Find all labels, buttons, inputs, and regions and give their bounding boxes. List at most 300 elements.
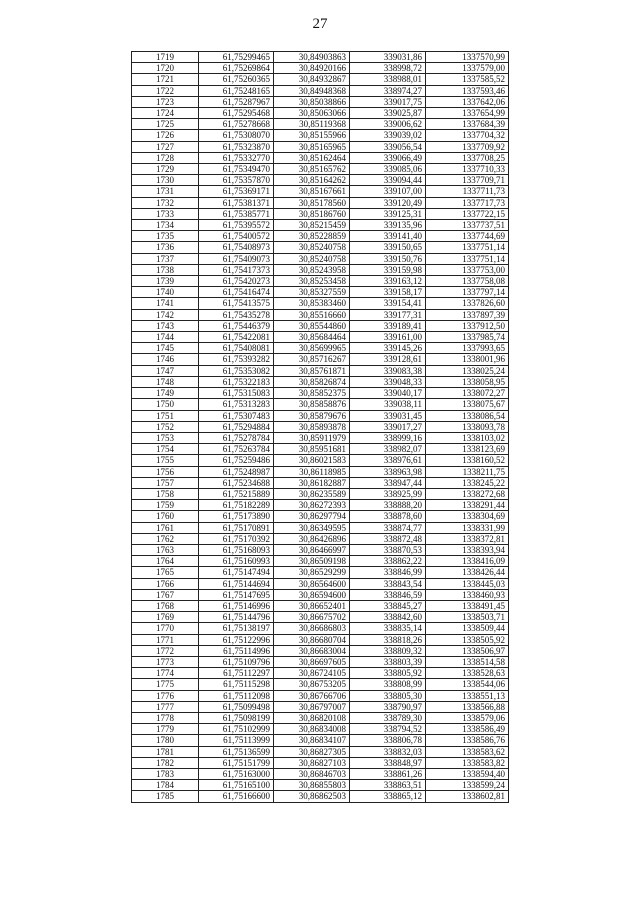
x-coordinate-cell: 339150,76 [350, 253, 426, 264]
table-row [132, 522, 509, 533]
longitude-cell: 30,86855803 [274, 780, 350, 791]
latitude-cell: 61,75408081 [199, 343, 274, 354]
latitude-cell: 61,75122996 [199, 634, 274, 645]
point-number-cell: 1752 [132, 421, 199, 432]
table-row [132, 533, 509, 544]
point-number-cell: 1759 [132, 500, 199, 511]
coordinate-table [131, 51, 509, 803]
y-coordinate-cell: 1338103,02 [426, 432, 509, 443]
x-coordinate-cell: 338808,99 [350, 679, 426, 690]
table-row [132, 242, 509, 253]
y-coordinate-cell: 1337684,39 [426, 119, 509, 130]
latitude-cell: 61,75163000 [199, 769, 274, 780]
x-coordinate-cell: 339125,31 [350, 208, 426, 219]
point-number-cell: 1723 [132, 96, 199, 107]
point-number-cell: 1767 [132, 589, 199, 600]
point-number-cell: 1741 [132, 298, 199, 309]
table-row [132, 399, 509, 410]
latitude-cell: 61,75109796 [199, 656, 274, 667]
x-coordinate-cell: 338861,26 [350, 769, 426, 780]
longitude-cell: 30,86820108 [274, 712, 350, 723]
x-coordinate-cell: 338848,97 [350, 757, 426, 768]
longitude-cell: 30,85165762 [274, 164, 350, 175]
table-row [132, 556, 509, 567]
x-coordinate-cell: 338846,99 [350, 567, 426, 578]
x-coordinate-cell: 339159,98 [350, 264, 426, 275]
table-row [132, 656, 509, 667]
y-coordinate-cell: 1338445,03 [426, 578, 509, 589]
latitude-cell: 61,75263784 [199, 444, 274, 455]
x-coordinate-cell: 338862,22 [350, 556, 426, 567]
latitude-cell: 61,75160993 [199, 556, 274, 567]
point-number-cell: 1770 [132, 623, 199, 634]
table-row [132, 421, 509, 432]
point-number-cell: 1728 [132, 152, 199, 163]
longitude-cell: 30,85544860 [274, 320, 350, 331]
table-row [132, 645, 509, 656]
y-coordinate-cell: 1338528,63 [426, 668, 509, 679]
longitude-cell: 30,85240758 [274, 253, 350, 264]
latitude-cell: 61,75369171 [199, 186, 274, 197]
table-row [132, 52, 509, 63]
longitude-cell: 30,86021583 [274, 455, 350, 466]
table-row [132, 276, 509, 287]
point-number-cell: 1782 [132, 757, 199, 768]
longitude-cell: 30,84920166 [274, 63, 350, 74]
longitude-cell: 30,85852375 [274, 388, 350, 399]
table-row [132, 634, 509, 645]
x-coordinate-cell: 339066,49 [350, 152, 426, 163]
table-row [132, 466, 509, 477]
latitude-cell: 61,75113999 [199, 735, 274, 746]
x-coordinate-cell: 338803,39 [350, 656, 426, 667]
latitude-cell: 61,75308070 [199, 130, 274, 141]
longitude-cell: 30,86509198 [274, 556, 350, 567]
point-number-cell: 1758 [132, 488, 199, 499]
x-coordinate-cell: 339177,31 [350, 309, 426, 320]
y-coordinate-cell: 1337912,50 [426, 320, 509, 331]
y-coordinate-cell: 1338086,54 [426, 410, 509, 421]
x-coordinate-cell: 338842,60 [350, 612, 426, 623]
point-number-cell: 1731 [132, 186, 199, 197]
longitude-cell: 30,85327559 [274, 287, 350, 298]
x-coordinate-cell: 338789,30 [350, 712, 426, 723]
longitude-cell: 30,85516660 [274, 309, 350, 320]
longitude-cell: 30,85383460 [274, 298, 350, 309]
point-number-cell: 1724 [132, 108, 199, 119]
longitude-cell: 30,85119368 [274, 119, 350, 130]
table-row [132, 769, 509, 780]
longitude-cell: 30,85178560 [274, 197, 350, 208]
longitude-cell: 30,84932867 [274, 74, 350, 85]
longitude-cell: 30,85826874 [274, 376, 350, 387]
table-row [132, 152, 509, 163]
latitude-cell: 61,75315083 [199, 388, 274, 399]
latitude-cell: 61,75248165 [199, 85, 274, 96]
table-row [132, 589, 509, 600]
longitude-cell: 30,86235589 [274, 488, 350, 499]
latitude-cell: 61,75357870 [199, 175, 274, 186]
y-coordinate-cell: 1337826,60 [426, 298, 509, 309]
y-coordinate-cell: 1337897,39 [426, 309, 509, 320]
table-row [132, 500, 509, 511]
table-row [132, 96, 509, 107]
point-number-cell: 1744 [132, 332, 199, 343]
x-coordinate-cell: 339161,00 [350, 332, 426, 343]
point-number-cell: 1780 [132, 735, 199, 746]
table-row [132, 724, 509, 735]
point-number-cell: 1763 [132, 544, 199, 555]
longitude-cell: 30,86680704 [274, 634, 350, 645]
latitude-cell: 61,75393282 [199, 354, 274, 365]
y-coordinate-cell: 1338509,44 [426, 623, 509, 634]
y-coordinate-cell: 1338211,75 [426, 466, 509, 477]
x-coordinate-cell: 339039,02 [350, 130, 426, 141]
table-row [132, 701, 509, 712]
point-number-cell: 1725 [132, 119, 199, 130]
latitude-cell: 61,75287967 [199, 96, 274, 107]
y-coordinate-cell: 1338599,24 [426, 780, 509, 791]
x-coordinate-cell: 338843,54 [350, 578, 426, 589]
longitude-cell: 30,86797007 [274, 701, 350, 712]
longitude-cell: 30,85167661 [274, 186, 350, 197]
table-row [132, 623, 509, 634]
longitude-cell: 30,86349595 [274, 522, 350, 533]
point-number-cell: 1734 [132, 220, 199, 231]
point-number-cell: 1785 [132, 791, 199, 802]
latitude-cell: 61,75299465 [199, 52, 274, 63]
point-number-cell: 1726 [132, 130, 199, 141]
table-row [132, 410, 509, 421]
table-row [132, 264, 509, 275]
table-row [132, 376, 509, 387]
point-number-cell: 1771 [132, 634, 199, 645]
x-coordinate-cell: 338976,61 [350, 455, 426, 466]
longitude-cell: 30,86862503 [274, 791, 350, 802]
latitude-cell: 61,75313283 [199, 399, 274, 410]
latitude-cell: 61,75323870 [199, 141, 274, 152]
y-coordinate-cell: 1337751,14 [426, 242, 509, 253]
latitude-cell: 61,75138197 [199, 623, 274, 634]
y-coordinate-cell: 1338514,58 [426, 656, 509, 667]
y-coordinate-cell: 1337758,08 [426, 276, 509, 287]
x-coordinate-cell: 339158,17 [350, 287, 426, 298]
table-row [132, 85, 509, 96]
x-coordinate-cell: 339128,61 [350, 354, 426, 365]
latitude-cell: 61,75147695 [199, 589, 274, 600]
point-number-cell: 1772 [132, 645, 199, 656]
point-number-cell: 1735 [132, 231, 199, 242]
latitude-cell: 61,75147494 [199, 567, 274, 578]
x-coordinate-cell: 339189,41 [350, 320, 426, 331]
x-coordinate-cell: 339141,40 [350, 231, 426, 242]
point-number-cell: 1784 [132, 780, 199, 791]
y-coordinate-cell: 1338586,49 [426, 724, 509, 735]
point-number-cell: 1756 [132, 466, 199, 477]
longitude-cell: 30,85951681 [274, 444, 350, 455]
latitude-cell: 61,75278668 [199, 119, 274, 130]
table-row [132, 679, 509, 690]
latitude-cell: 61,75269864 [199, 63, 274, 74]
x-coordinate-cell: 339038,11 [350, 399, 426, 410]
table-row [132, 287, 509, 298]
y-coordinate-cell: 1338460,93 [426, 589, 509, 600]
latitude-cell: 61,75416474 [199, 287, 274, 298]
point-number-cell: 1732 [132, 197, 199, 208]
table-row [132, 343, 509, 354]
latitude-cell: 61,75332770 [199, 152, 274, 163]
latitude-cell: 61,75385771 [199, 208, 274, 219]
latitude-cell: 61,75307483 [199, 410, 274, 421]
x-coordinate-cell: 338818,26 [350, 634, 426, 645]
point-number-cell: 1740 [132, 287, 199, 298]
latitude-cell: 61,75422081 [199, 332, 274, 343]
latitude-cell: 61,75278784 [199, 432, 274, 443]
longitude-cell: 30,86827103 [274, 757, 350, 768]
point-number-cell: 1766 [132, 578, 199, 589]
x-coordinate-cell: 339031,45 [350, 410, 426, 421]
table-row [132, 780, 509, 791]
table-row [132, 746, 509, 757]
x-coordinate-cell: 339163,12 [350, 276, 426, 287]
x-coordinate-cell: 339031,86 [350, 52, 426, 63]
table-row [132, 544, 509, 555]
point-number-cell: 1753 [132, 432, 199, 443]
y-coordinate-cell: 1338123,69 [426, 444, 509, 455]
longitude-cell: 30,86466997 [274, 544, 350, 555]
latitude-cell: 61,75295468 [199, 108, 274, 119]
longitude-cell: 30,86297794 [274, 511, 350, 522]
y-coordinate-cell: 1337708,25 [426, 152, 509, 163]
longitude-cell: 30,85155966 [274, 130, 350, 141]
y-coordinate-cell: 1337737,51 [426, 220, 509, 231]
table-row [132, 208, 509, 219]
x-coordinate-cell: 338790,97 [350, 701, 426, 712]
y-coordinate-cell: 1337985,74 [426, 332, 509, 343]
x-coordinate-cell: 339017,75 [350, 96, 426, 107]
point-number-cell: 1746 [132, 354, 199, 365]
table-row [132, 164, 509, 175]
y-coordinate-cell: 1338331,99 [426, 522, 509, 533]
y-coordinate-cell: 1337797,14 [426, 287, 509, 298]
table-row [132, 130, 509, 141]
longitude-cell: 30,85165965 [274, 141, 350, 152]
point-number-cell: 1749 [132, 388, 199, 399]
longitude-cell: 30,86683004 [274, 645, 350, 656]
x-coordinate-cell: 338805,30 [350, 690, 426, 701]
x-coordinate-cell: 339048,33 [350, 376, 426, 387]
latitude-cell: 61,75420273 [199, 276, 274, 287]
y-coordinate-cell: 1338602,81 [426, 791, 509, 802]
latitude-cell: 61,75435278 [199, 309, 274, 320]
y-coordinate-cell: 1337717,73 [426, 197, 509, 208]
x-coordinate-cell: 338809,32 [350, 645, 426, 656]
longitude-cell: 30,86529299 [274, 567, 350, 578]
latitude-cell: 61,75144694 [199, 578, 274, 589]
y-coordinate-cell: 1338025,24 [426, 365, 509, 376]
x-coordinate-cell: 338947,44 [350, 477, 426, 488]
longitude-cell: 30,85858876 [274, 399, 350, 410]
longitude-cell: 30,85162464 [274, 152, 350, 163]
point-number-cell: 1783 [132, 769, 199, 780]
table-row [132, 74, 509, 85]
y-coordinate-cell: 1338072,27 [426, 388, 509, 399]
table-row [132, 735, 509, 746]
y-coordinate-cell: 1337593,46 [426, 85, 509, 96]
table-row [132, 488, 509, 499]
latitude-cell: 61,75446379 [199, 320, 274, 331]
longitude-cell: 30,85684464 [274, 332, 350, 343]
latitude-cell: 61,75182289 [199, 500, 274, 511]
x-coordinate-cell: 339135,96 [350, 220, 426, 231]
y-coordinate-cell: 1338272,68 [426, 488, 509, 499]
table-row [132, 186, 509, 197]
latitude-cell: 61,75395572 [199, 220, 274, 231]
longitude-cell: 30,86118985 [274, 466, 350, 477]
table-row [132, 477, 509, 488]
y-coordinate-cell: 1338586,76 [426, 735, 509, 746]
point-number-cell: 1745 [132, 343, 199, 354]
x-coordinate-cell: 339120,49 [350, 197, 426, 208]
y-coordinate-cell: 1338291,44 [426, 500, 509, 511]
latitude-cell: 61,75098199 [199, 712, 274, 723]
table-row [132, 690, 509, 701]
y-coordinate-cell: 1338544,06 [426, 679, 509, 690]
y-coordinate-cell: 1337654,99 [426, 108, 509, 119]
y-coordinate-cell: 1337585,52 [426, 74, 509, 85]
x-coordinate-cell: 338874,77 [350, 522, 426, 533]
latitude-cell: 61,75168093 [199, 544, 274, 555]
point-number-cell: 1773 [132, 656, 199, 667]
table-row [132, 600, 509, 611]
longitude-cell: 30,84948368 [274, 85, 350, 96]
y-coordinate-cell: 1338583,82 [426, 757, 509, 768]
longitude-cell: 30,85164262 [274, 175, 350, 186]
point-number-cell: 1748 [132, 376, 199, 387]
x-coordinate-cell: 339040,17 [350, 388, 426, 399]
longitude-cell: 30,86827305 [274, 746, 350, 757]
longitude-cell: 30,85186760 [274, 208, 350, 219]
table-row [132, 320, 509, 331]
longitude-cell: 30,85699965 [274, 343, 350, 354]
point-number-cell: 1736 [132, 242, 199, 253]
point-number-cell: 1737 [132, 253, 199, 264]
table-row [132, 365, 509, 376]
y-coordinate-cell: 1338416,09 [426, 556, 509, 567]
latitude-cell: 61,75381371 [199, 197, 274, 208]
point-number-cell: 1742 [132, 309, 199, 320]
x-coordinate-cell: 339006,62 [350, 119, 426, 130]
table-row [132, 511, 509, 522]
latitude-cell: 61,75400572 [199, 231, 274, 242]
longitude-cell: 30,85243958 [274, 264, 350, 275]
x-coordinate-cell: 338925,99 [350, 488, 426, 499]
page-number: 27 [312, 16, 328, 32]
latitude-cell: 61,75173890 [199, 511, 274, 522]
coordinate-table-body [132, 52, 509, 803]
y-coordinate-cell: 1337753,00 [426, 264, 509, 275]
table-row [132, 197, 509, 208]
x-coordinate-cell: 338835,14 [350, 623, 426, 634]
point-number-cell: 1762 [132, 533, 199, 544]
latitude-cell: 61,75260365 [199, 74, 274, 85]
x-coordinate-cell: 338888,20 [350, 500, 426, 511]
point-number-cell: 1777 [132, 701, 199, 712]
longitude-cell: 30,85240758 [274, 242, 350, 253]
longitude-cell: 30,85215459 [274, 220, 350, 231]
latitude-cell: 61,75136599 [199, 746, 274, 757]
y-coordinate-cell: 1337709,92 [426, 141, 509, 152]
x-coordinate-cell: 339056,54 [350, 141, 426, 152]
point-number-cell: 1769 [132, 612, 199, 623]
point-number-cell: 1760 [132, 511, 199, 522]
table-row [132, 567, 509, 578]
y-coordinate-cell: 1338503,71 [426, 612, 509, 623]
point-number-cell: 1768 [132, 600, 199, 611]
y-coordinate-cell: 1338426,44 [426, 567, 509, 578]
latitude-cell: 61,75151799 [199, 757, 274, 768]
longitude-cell: 30,85761871 [274, 365, 350, 376]
y-coordinate-cell: 1338506,97 [426, 645, 509, 656]
point-number-cell: 1764 [132, 556, 199, 567]
table-row [132, 712, 509, 723]
table-row [132, 791, 509, 802]
table-row [132, 668, 509, 679]
y-coordinate-cell: 1337570,99 [426, 52, 509, 63]
longitude-cell: 30,85911979 [274, 432, 350, 443]
point-number-cell: 1747 [132, 365, 199, 376]
y-coordinate-cell: 1338583,62 [426, 746, 509, 757]
x-coordinate-cell: 338974,27 [350, 85, 426, 96]
latitude-cell: 61,75248987 [199, 466, 274, 477]
point-number-cell: 1733 [132, 208, 199, 219]
y-coordinate-cell: 1338393,94 [426, 544, 509, 555]
x-coordinate-cell: 338863,51 [350, 780, 426, 791]
longitude-cell: 30,85228859 [274, 231, 350, 242]
x-coordinate-cell: 338870,53 [350, 544, 426, 555]
longitude-cell: 30,86594600 [274, 589, 350, 600]
x-coordinate-cell: 339107,00 [350, 186, 426, 197]
y-coordinate-cell: 1337711,73 [426, 186, 509, 197]
y-coordinate-cell: 1338505,92 [426, 634, 509, 645]
point-number-cell: 1727 [132, 141, 199, 152]
longitude-cell: 30,85716267 [274, 354, 350, 365]
longitude-cell: 30,85038866 [274, 96, 350, 107]
point-number-cell: 1774 [132, 668, 199, 679]
latitude-cell: 61,75417373 [199, 264, 274, 275]
x-coordinate-cell: 338865,12 [350, 791, 426, 802]
y-coordinate-cell: 1338093,78 [426, 421, 509, 432]
longitude-cell: 30,86724105 [274, 668, 350, 679]
point-number-cell: 1739 [132, 276, 199, 287]
point-number-cell: 1729 [132, 164, 199, 175]
y-coordinate-cell: 1337579,00 [426, 63, 509, 74]
x-coordinate-cell: 338845,27 [350, 600, 426, 611]
latitude-cell: 61,75409073 [199, 253, 274, 264]
longitude-cell: 30,86182887 [274, 477, 350, 488]
latitude-cell: 61,75170392 [199, 533, 274, 544]
x-coordinate-cell: 338988,01 [350, 74, 426, 85]
x-coordinate-cell: 339145,26 [350, 343, 426, 354]
latitude-cell: 61,75413575 [199, 298, 274, 309]
latitude-cell: 61,75114996 [199, 645, 274, 656]
table-row [132, 231, 509, 242]
y-coordinate-cell: 1337642,06 [426, 96, 509, 107]
point-number-cell: 1730 [132, 175, 199, 186]
point-number-cell: 1754 [132, 444, 199, 455]
y-coordinate-cell: 1338566,88 [426, 701, 509, 712]
y-coordinate-cell: 1337993,65 [426, 343, 509, 354]
